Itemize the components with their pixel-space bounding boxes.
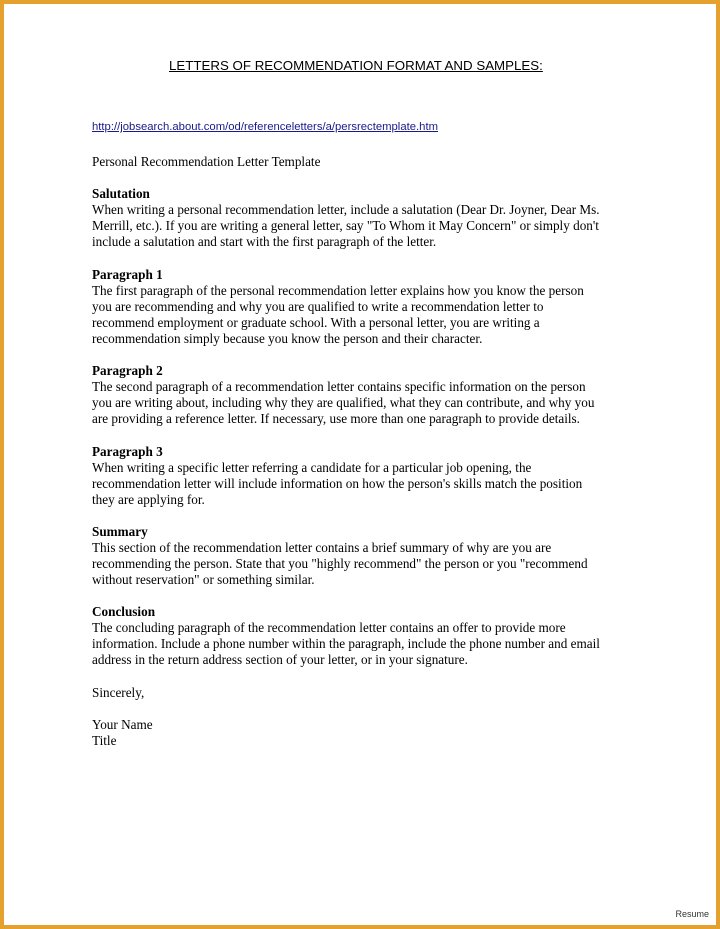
salutation-section [92, 186, 652, 250]
corner-label: Resume [672, 908, 712, 921]
paragraph1-section [92, 267, 652, 347]
conclusion-section [92, 604, 652, 668]
closing-text: Sincerely, [92, 685, 145, 700]
summary-heading: Summary [92, 524, 148, 539]
paragraph1-line: you are recommending and why you are qualified to write a recommendation letter to [92, 299, 544, 314]
document-title: LETTERS OF RECOMMENDATION FORMAT AND SAMPLES: [169, 58, 543, 73]
paragraph3-line: When writing a specific letter referring a candidate for a particular job opening, the [92, 460, 532, 475]
paragraph3-heading: Paragraph 3 [92, 444, 163, 459]
signature-title: Title [92, 733, 117, 748]
paragraph2-line: The second paragraph of a recommendation letter contains specific information on the person [92, 379, 586, 394]
conclusion-line: information. Include a phone number within the paragraph, include the phone number and email [92, 636, 600, 651]
paragraph1-heading: Paragraph 1 [92, 267, 163, 282]
template-heading-text: Personal Recommendation Letter Template [92, 154, 321, 169]
signature-name: Your Name [92, 717, 153, 732]
salutation-line: When writing a personal recommendation letter, include a salutation (Dear Dr. Joyner, Dear Ms. [92, 202, 600, 217]
paragraph2-line: are providing a reference letter. If necessary, use more than one paragraph to provide details. [92, 411, 580, 426]
salutation-line: Merrill, etc.). If you are writing a general letter, say "To Whom it May Concern" or simply don't [92, 218, 599, 233]
signature-block [92, 717, 652, 749]
conclusion-line: address in the return address section of your letter, or in your signature. [92, 652, 468, 667]
salutation-line: include a salutation and start with the first paragraph of the letter. [92, 234, 437, 249]
paragraph3-line: they are applying for. [92, 492, 205, 507]
summary-line: without reservation" or something similar. [92, 572, 315, 587]
summary-section [92, 524, 652, 588]
paragraph1-line: The first paragraph of the personal recommendation letter explains how you know the person [92, 283, 584, 298]
template-heading [92, 154, 652, 170]
paragraph1-line: recommend employment or graduate school. With a personal letter, you are writing a [92, 315, 540, 330]
closing [92, 685, 652, 701]
paragraph3-line: recommendation letter will include information on how the person's skills match the position [92, 476, 583, 491]
conclusion-heading: Conclusion [92, 604, 156, 619]
paragraph2-line: you are writing about, including why they are qualified, what they can contribute, and why you [92, 395, 595, 410]
summary-line: recommending the person. State that you "highly recommend" the person or you "recommend [92, 556, 588, 571]
summary-line: This section of the recommendation letter contains a brief summary of why are you are [92, 540, 552, 555]
salutation-heading: Salutation [92, 186, 150, 201]
reference-link[interactable]: http://jobsearch.about.com/od/referenceletters/a/persrectemplate.htm [92, 121, 438, 133]
paragraph2-section [92, 363, 652, 427]
conclusion-line: The concluding paragraph of the recommendation letter contains an offer to provide more [92, 620, 566, 635]
paragraph1-line: recommendation simply because you know the person and their character. [92, 331, 483, 346]
paragraph3-section [92, 444, 652, 508]
paragraph2-heading: Paragraph 2 [92, 363, 163, 378]
